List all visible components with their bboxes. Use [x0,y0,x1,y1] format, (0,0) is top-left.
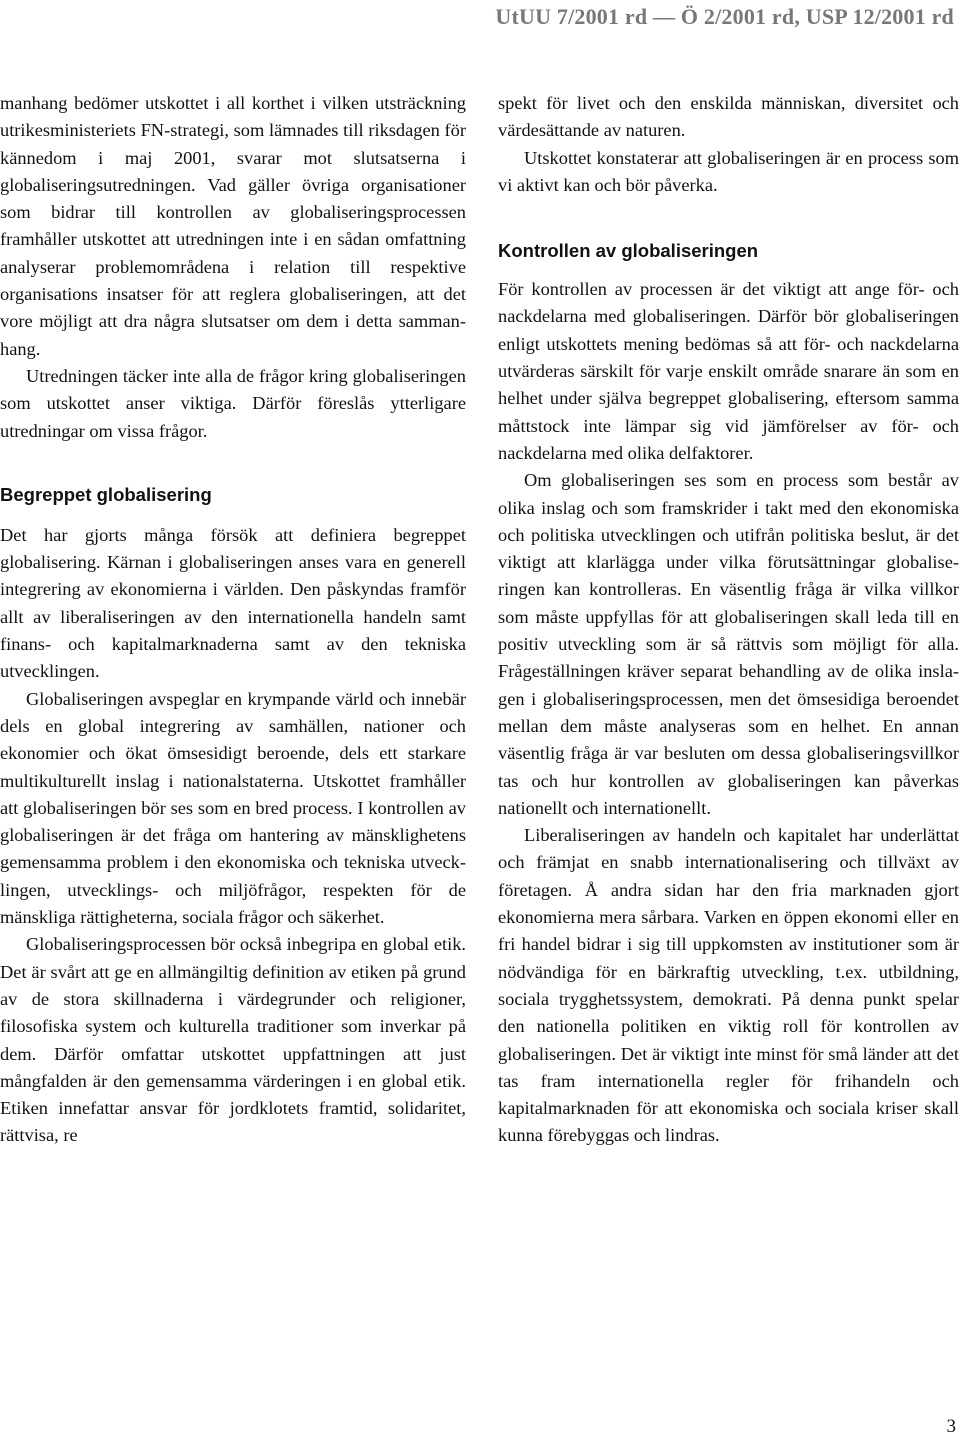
paragraph: Globaliseringsprocessen bör också inbegripa en global etik. Det är svårt att ge en allmängiltig definition av etiken på grund av de stora skillnaderna i värdegrunder och religioner, filosofiska system och kulturella traditioner som inverkar på dem. Därför omfattar utskottet uppfattningen att just mångfalden är den gemensamma värderingen i en global etik. Etiken innefattar ansvar för jordklotets framtid, solidaritet, rättvisa, re [0,934,466,1146]
paragraph: Globaliseringen avspeglar en krympande värld och innebär dels en global integrering av samhällen, nationer och ekonomier och ökat ömsesidigt beroende, dels ett starkare multikulturellt inslag i nationalstaterna. Utskottet framhåller att globaliseringen bör ses som en bred process. I kontrollen av globaliseringen är det fråga om hantering av mänsklighetens gemensamma problem i den ekonomiska och tekniska utvecklingen, utvecklings- och miljöfrågor, respekten för de mänskliga rättigheterna, sociala frågor och säkerhet. [0,688,466,928]
paragraph: Utskottet konstaterar att globaliseringen är en process som vi aktivt kan och bör påverka. [498,147,959,195]
paragraph: Det har gjorts många försök att definiera begreppet globalisering. Kärnan i globaliseringen anses vara en generell integrering av ekonomierna i världen. Den påskyndas framför allt av liberaliseringen av den internationella handeln samt finans- och kapitalmarknaderna samt av den tekniska utvecklingen. [0,524,466,682]
section-heading: Kontrollen av globaliseringen [498,240,759,262]
left-column [0,90,466,1150]
page-number: 3 [946,1416,956,1437]
section-heading: Begreppet globalisering [0,483,212,505]
paragraph: spekt för livet och den enskilda människan, diversitet och värdesättande av naturen. [498,93,959,141]
paragraph: Liberaliseringen av handeln och kapitalet har underlättat och främjat en snabb internationalisering och tillväxt av företagen. Å andra sidan har den fria marknaden gjort ekonomierna mera sårbara. Varken en öppen ekonomi eller en fri handel bidrar i sig till uppkomsten av institutioner som är nödvändiga för en bärkraftig utveckling, t.ex. utbildning, sociala trygghetssystem, demokrati. På denna punkt spelar den nationella politiken en viktig roll för kontrollen av globaliseringen. Det är viktigt inte minst för små länder att det tas fram internationella regler för frihandeln och kapitalmarknaden för att ekonomiska och sociala kriser skall kunna förebyggas och lindras. [498,825,959,1146]
paragraph: Om globaliseringen ses som en process som består av olika inslag och som framskrider i takt med den ekonomiska och politiska utvecklingen och utifrån politiska beslut, är det viktigt att klarlägga under vilka förutsättningar globaliseringen kan kontrolleras. En väsentlig fråga är vilka villkor som måste uppfyllas för att globaliseringen skall leda till en positiv utveckling som är så rättvis som möjligt för alla. Frågeställningen kräver separat behandling av de olika inslagen i globaliseringsprocessen, men det ömsesidiga beroendet mellan dem måste analyseras som en helhet. En annan väsentlig fråga är var besluten om dessa globaliseringsvillkor tas och hur kontrollen av globaliseringen kan påverkas nationellt och internationellt. [498,470,959,818]
right-column [498,90,959,1150]
paragraph: manhang bedömer utskottet i all korthet i vilken utsträckning utrikesministeriets FN-strategi, som lämnades till riksdagen för kännedom i maj 2001, svarar mot slutsatserna i globaliseringsutredningen. Vad gäller övriga organisationer som bidrar till kontrollen av globaliseringsprocessen framhåller utskottet att utredningen inte i en sådan omfattning analyserar problemområdena i relation till respektive organisations insatser för att reglera globaliseringen, att det vore möjligt att dra några slutsatser om dem i detta sammanhang. [0,93,466,359]
paragraph: Utredningen täcker inte alla de frågor kring globaliseringen som utskottet anser viktiga. Därför föreslås ytterligare utredningar om vissa frågor. [0,365,466,441]
running-header: UtUU 7/2001 rd — Ö 2/2001 rd, USP 12/2001 rd [495,4,954,29]
paragraph: För kontrollen av processen är det viktigt att ange för- och nackdelarna med globaliseringen. Därför bör globaliseringen enligt utskottets mening bedömas så att för- och nackdelarna utvärderas särskilt för varje enskilt område snarare än som en helhet under själva begreppet globalisering, eftersom samma måttstock inte lämpar sig vid jämförelser av för- och nackdelarna med olika delfaktorer. [498,279,959,463]
